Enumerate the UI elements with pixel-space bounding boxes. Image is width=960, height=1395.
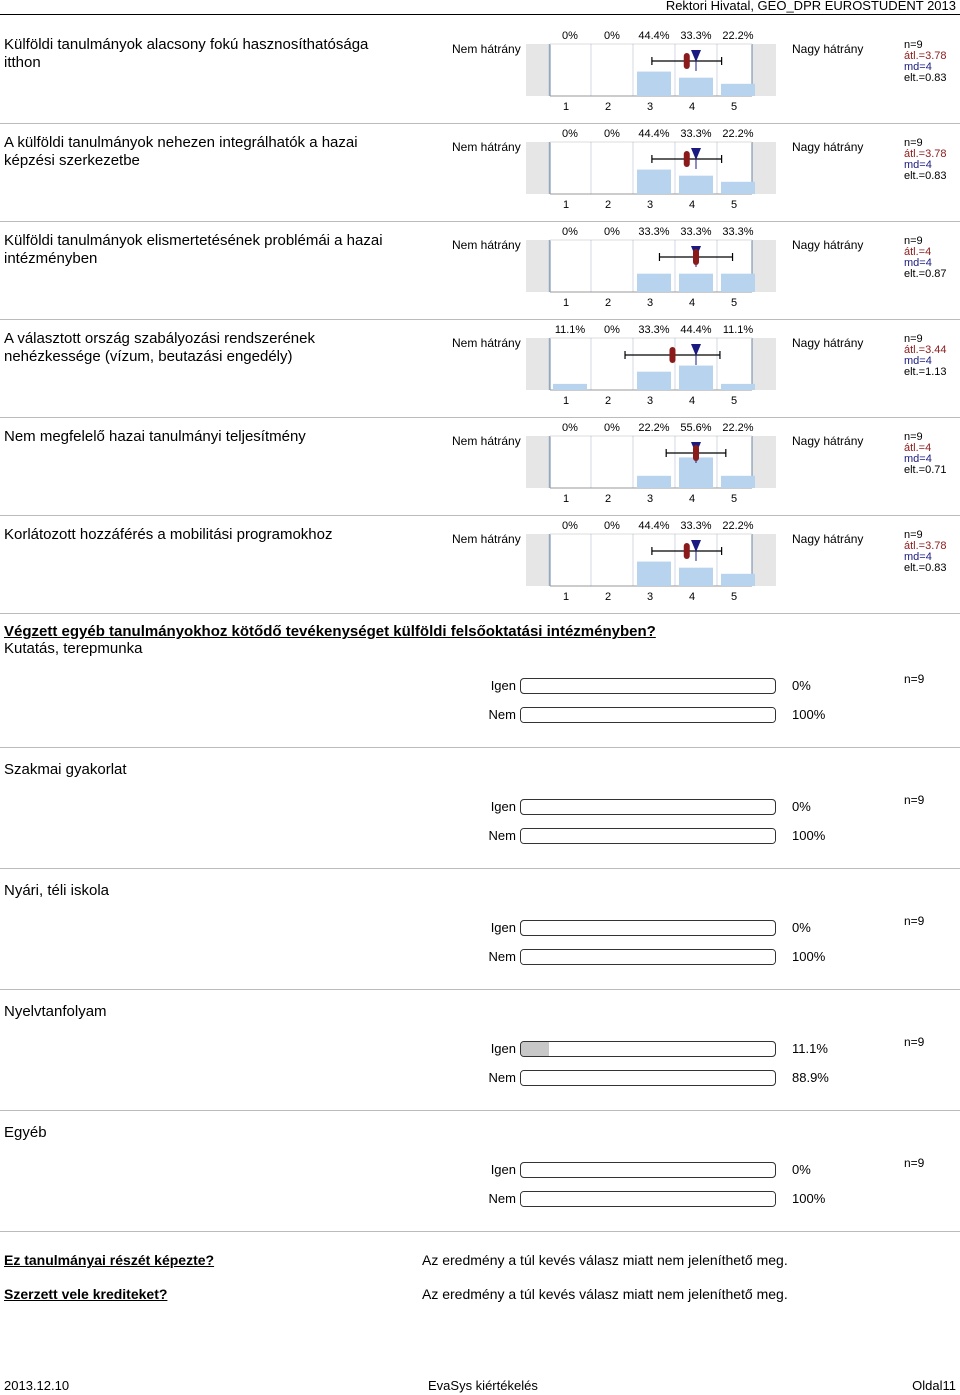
yesno-separator [0,747,960,748]
distribution-bar [637,170,671,194]
yes-percent: 11.1% [792,1041,828,1056]
plot-right-box [752,338,776,390]
mean-marker [684,151,690,167]
tick-label: 2 [604,101,612,113]
yesno-n: n=9 [904,1156,925,1170]
yesno-n: n=9 [904,914,925,928]
stat-mean: átl.=3.78 [904,50,947,62]
tick-label: 2 [604,199,612,211]
footer-date: 2013.12.10 [4,1378,70,1393]
final-question-1: Ez tanulmányai részét képezte? [4,1252,215,1268]
tick-label: 2 [604,493,612,505]
scale-right-label: Nagy hátrány [792,336,864,350]
question-separator [0,613,960,614]
stat-deviation: elt.=0.83 [904,170,947,182]
stat-mean: átl.=4 [904,442,932,454]
stat-mean: átl.=4 [904,246,932,258]
stat-deviation: elt.=1.13 [904,366,947,378]
question-separator [0,515,960,516]
percent-label: 44.4% [638,30,670,42]
no-bar [520,828,776,844]
plot-right-box [752,142,776,194]
distribution-chart [514,224,784,310]
percent-label: 0% [604,520,620,532]
percent-label: 33.3% [680,226,712,238]
distribution-bar [679,366,713,390]
scale-left-label: Nem hátrány [452,140,521,154]
distribution-bar [637,476,671,488]
yes-bar [520,678,776,694]
stat-n: n=9 [904,39,923,51]
final-answer-1: Az eredmény a túl kevés válasz miatt nem jeleníthető meg. [422,1252,788,1268]
scale-right-label: Nagy hátrány [792,434,864,448]
scale-right-label: Nagy hátrány [792,42,864,56]
yesno-n: n=9 [904,1035,925,1049]
distribution-bar [679,568,713,586]
percent-label: 0% [604,226,620,238]
yesno-title: Nyári, téli iskola [4,882,110,899]
tick-label: 1 [562,493,570,505]
percent-label: 0% [562,422,578,434]
percent-label: 0% [562,128,578,140]
percent-label: 22.2% [722,128,754,140]
yes-label: Igen [490,1041,516,1056]
question-label: A külföldi tanulmányok nehezen integrálhatók a hazai képzési szerkezetbe [4,134,358,169]
no-percent: 100% [792,707,826,722]
distribution-bar [721,476,755,488]
tick-label: 5 [730,395,738,407]
plot-right-box [752,534,776,586]
no-percent: 88.9% [792,1070,829,1085]
yesno-separator [0,868,960,869]
tick-label: 3 [646,395,654,407]
tick-label: 5 [730,101,738,113]
no-bar [520,949,776,965]
stat-n: n=9 [904,431,923,443]
question-label: A választott ország szabályozási rendszerének nehézkessége (vízum, beutazási engedély) [4,330,315,365]
percent-label: 33.3% [638,324,670,336]
percent-label: 22.2% [722,422,754,434]
no-bar [520,707,776,723]
stat-deviation: elt.=0.71 [904,464,947,476]
distribution-bar [721,384,755,390]
tick-label: 1 [562,297,570,309]
stat-mean: átl.=3.78 [904,540,947,552]
yesno-separator [0,989,960,990]
tick-label: 3 [646,199,654,211]
mean-marker [669,347,675,363]
stat-n: n=9 [904,137,923,149]
no-bar-fill [521,829,775,843]
percent-label: 44.4% [638,128,670,140]
percent-label: 44.4% [638,520,670,532]
percent-label: 22.2% [722,30,754,42]
footer-center: EvaSys kiértékelés [428,1378,538,1393]
stat-median: md=4 [904,61,932,73]
distribution-chart [514,420,784,506]
no-bar [520,1191,776,1207]
stat-median: md=4 [904,257,932,269]
percent-label: 0% [604,128,620,140]
percent-label: 22.2% [638,422,670,434]
percent-label: 33.3% [680,128,712,140]
no-percent: 100% [792,828,826,843]
tick-label: 3 [646,101,654,113]
footer-page: Oldal11 [912,1378,956,1393]
tick-label: 4 [688,493,696,505]
tick-label: 5 [730,493,738,505]
yes-bar [520,1162,776,1178]
stats-block [904,334,947,378]
scale-left-label: Nem hátrány [452,336,521,350]
question-label: Külföldi tanulmányok elismertetésének problémái a hazai intézményben [4,232,383,267]
tick-label: 2 [604,297,612,309]
no-label: Nem [488,1070,516,1085]
distribution-chart [514,518,784,604]
stat-median: md=4 [904,159,932,171]
stats-block [904,432,947,476]
mean-marker [684,53,690,69]
plot-left-box [526,240,550,292]
scale-right-label: Nagy hátrány [792,238,864,252]
yesno-title: Nyelvtanfolyam [4,1003,107,1020]
question-separator [0,123,960,124]
percent-label: 11.1% [722,324,754,336]
tick-label: 3 [646,493,654,505]
no-percent: 100% [792,1191,826,1206]
yes-percent: 0% [792,1162,811,1177]
plot-left-box [526,436,550,488]
percent-label: 0% [562,30,578,42]
tick-label: 4 [688,101,696,113]
no-bar-fill [521,1192,775,1206]
stat-median: md=4 [904,551,932,563]
distribution-chart [514,28,784,114]
percent-label: 33.3% [638,226,670,238]
percent-label: 0% [604,324,620,336]
question-separator [0,221,960,222]
percent-label: 0% [562,226,578,238]
tick-label: 4 [688,199,696,211]
percent-label: 22.2% [722,520,754,532]
question-label: Külföldi tanulmányok alacsony fokú hasznosíthatósága itthon [4,36,369,71]
yesno-title: Szakmai gyakorlat [4,761,127,778]
distribution-bar [637,562,671,586]
stat-deviation: elt.=0.83 [904,562,947,574]
yesno-separator [0,1231,960,1232]
percent-label: 33.3% [680,30,712,42]
stat-deviation: elt.=0.87 [904,268,947,280]
percent-label: 55.6% [680,422,712,434]
stat-deviation: elt.=0.83 [904,72,947,84]
yes-bar [520,1041,776,1057]
scale-left-label: Nem hátrány [452,238,521,252]
report-header: Rektori Hivatal, GEO_DPR EUROSTUDENT 2013 [665,0,956,13]
tick-label: 1 [562,199,570,211]
stats-block [904,236,947,280]
distribution-bar [721,574,755,586]
question-label: Nem megfelelő hazai tanulmányi teljesítmény [4,428,306,445]
distribution-bar [553,384,587,390]
stat-median: md=4 [904,355,932,367]
tick-label: 4 [688,297,696,309]
yesno-n: n=9 [904,672,925,686]
plot-left-box [526,44,550,96]
tick-label: 5 [730,199,738,211]
plot-right-box [752,240,776,292]
question-separator [0,417,960,418]
percent-label: 0% [562,520,578,532]
question-separator [0,319,960,320]
scale-left-label: Nem hátrány [452,434,521,448]
mean-marker [684,543,690,559]
no-label: Nem [488,828,516,843]
tick-label: 5 [730,591,738,603]
plot-right-box [752,436,776,488]
tick-label: 5 [730,297,738,309]
percent-label: 11.1% [554,324,586,336]
yesno-title: Egyéb [4,1124,47,1141]
percent-label: 33.3% [722,226,754,238]
yes-label: Igen [490,1162,516,1177]
scale-right-label: Nagy hátrány [792,532,864,546]
plot-left-box [526,142,550,194]
yesno-title: Kutatás, terepmunka [4,640,143,657]
plot-left-box [526,338,550,390]
tick-label: 1 [562,395,570,407]
distribution-bar [721,84,755,96]
question-label: Korlátozott hozzáférés a mobilitási programokhoz [4,526,333,543]
distribution-chart [514,322,784,408]
distribution-bar [679,78,713,96]
stats-block [904,138,947,182]
stat-n: n=9 [904,235,923,247]
distribution-bar [721,182,755,194]
yesno-n: n=9 [904,793,925,807]
percent-label: 0% [604,30,620,42]
yes-percent: 0% [792,920,811,935]
distribution-bar [637,372,671,390]
stat-mean: átl.=3.78 [904,148,947,160]
distribution-bar [637,72,671,96]
no-bar-fill [521,1071,747,1085]
stat-mean: átl.=3.44 [904,344,947,356]
yes-label: Igen [490,920,516,935]
stat-n: n=9 [904,529,923,541]
distribution-bar [637,274,671,292]
no-label: Nem [488,949,516,964]
tick-label: 1 [562,101,570,113]
tick-label: 4 [688,395,696,407]
mean-marker [693,445,699,461]
final-question-2: Szerzett vele krediteket? [4,1286,168,1302]
tick-label: 2 [604,395,612,407]
final-answer-2: Az eredmény a túl kevés válasz miatt nem jeleníthető meg. [422,1286,788,1302]
tick-label: 3 [646,591,654,603]
tick-label: 2 [604,591,612,603]
plot-right-box [752,44,776,96]
tick-label: 1 [562,591,570,603]
yes-label: Igen [490,799,516,814]
no-bar-fill [521,950,775,964]
scale-left-label: Nem hátrány [452,42,521,56]
percent-label: 33.3% [680,520,712,532]
tick-label: 3 [646,297,654,309]
no-bar-fill [521,708,775,722]
plot-left-box [526,534,550,586]
header-rule [0,14,960,15]
yes-bar-fill [521,1042,549,1056]
stat-n: n=9 [904,333,923,345]
yes-label: Igen [490,678,516,693]
yesno-separator [0,1110,960,1111]
percent-label: 0% [604,422,620,434]
mean-marker [693,249,699,265]
yes-bar [520,920,776,936]
yes-percent: 0% [792,799,811,814]
distribution-chart [514,126,784,212]
distribution-bar [721,274,755,292]
stats-block [904,40,947,84]
distribution-bar [679,176,713,194]
no-label: Nem [488,1191,516,1206]
no-label: Nem [488,707,516,722]
no-percent: 100% [792,949,826,964]
scale-right-label: Nagy hátrány [792,140,864,154]
no-bar [520,1070,776,1086]
stat-median: md=4 [904,453,932,465]
scale-left-label: Nem hátrány [452,532,521,546]
tick-label: 4 [688,591,696,603]
yes-percent: 0% [792,678,811,693]
yes-bar [520,799,776,815]
distribution-bar [679,274,713,292]
section-title: Végzett egyéb tanulmányokhoz kötődő tevékenységet külföldi felsőoktatási intézményben? [4,623,656,640]
stats-block [904,530,947,574]
percent-label: 44.4% [680,324,712,336]
